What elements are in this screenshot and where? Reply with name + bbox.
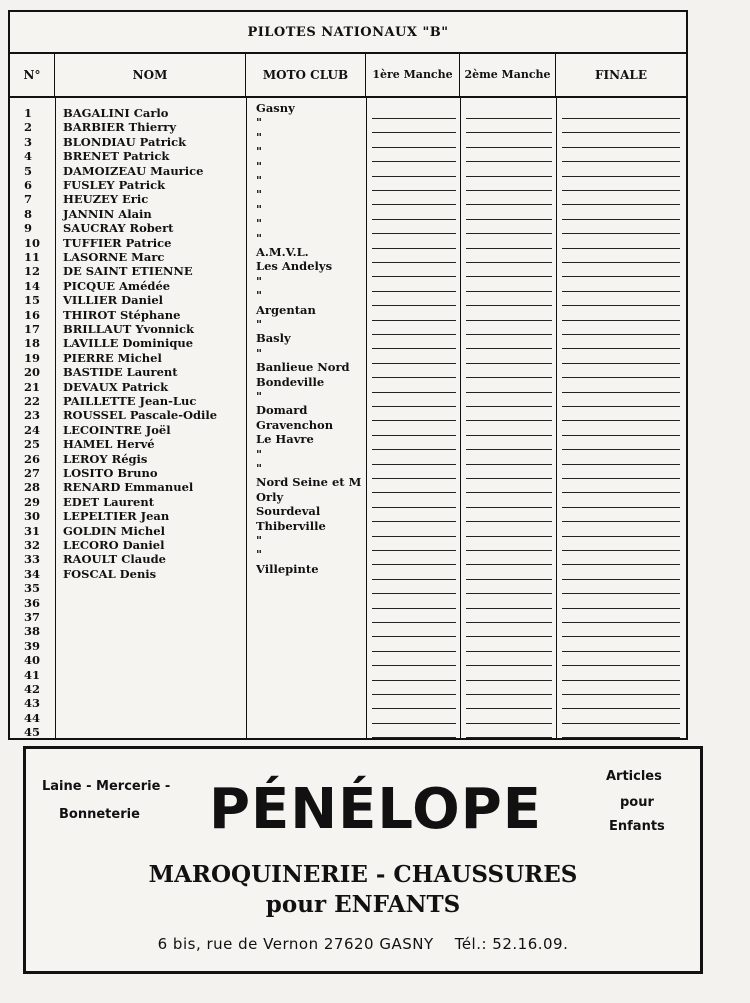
result-entry-line <box>562 363 680 364</box>
result-entry-line <box>466 233 552 234</box>
row-number: 5 <box>24 163 33 178</box>
row-number: 43 <box>24 696 41 711</box>
result-entry-line <box>466 334 552 335</box>
result-entry-line <box>372 132 456 133</box>
pilot-name: TUFFIER Patrice <box>63 235 172 250</box>
result-entry-line <box>372 348 456 349</box>
result-entry-line <box>466 521 552 522</box>
result-entry-line <box>372 708 456 709</box>
result-entry-line <box>466 435 552 436</box>
result-entry-line <box>466 377 552 378</box>
row-number: 12 <box>24 264 41 279</box>
result-entry-line <box>562 161 680 162</box>
result-entry-line <box>562 593 680 594</box>
moto-club: Argentan <box>256 302 316 317</box>
row-number: 14 <box>24 278 41 293</box>
result-entry-line <box>466 708 552 709</box>
row-number: 35 <box>24 581 41 596</box>
result-entry-line <box>466 622 552 623</box>
result-entry-line <box>562 694 680 695</box>
row-number: 22 <box>24 394 41 408</box>
result-entry-line <box>466 248 552 249</box>
row-number: 27 <box>24 466 41 480</box>
result-entry-line <box>372 118 456 119</box>
result-entry-line <box>562 248 680 249</box>
result-entry-line <box>562 478 680 479</box>
result-entry-line <box>562 636 680 637</box>
row-number: 23 <box>24 408 41 423</box>
result-entry-line <box>466 320 552 321</box>
result-entry-line <box>466 636 552 637</box>
result-entry-line <box>466 262 552 263</box>
result-entry-line <box>372 420 456 421</box>
row-number: 24 <box>24 422 41 437</box>
result-entry-line <box>562 665 680 666</box>
ad-left-line-1: Laine - Mercerie - <box>42 779 171 794</box>
row-number: 37 <box>24 610 41 624</box>
result-entry-line <box>562 723 680 724</box>
moto-club: Gasny <box>256 101 295 115</box>
result-entry-line <box>372 435 456 436</box>
pilot-name: BAGALINI Carlo <box>63 106 169 120</box>
result-entry-line <box>562 204 680 205</box>
result-entry-line <box>562 521 680 522</box>
result-entry-line <box>562 507 680 508</box>
row-number: 29 <box>24 494 41 509</box>
pilot-name: FOSCAL Denis <box>63 566 157 581</box>
result-entry-line <box>372 233 456 234</box>
table-title: PILOTES NATIONAUX "B" <box>10 12 686 54</box>
moto-club: Orly <box>256 489 284 504</box>
pilot-name: LECOINTRE Joël <box>63 422 171 437</box>
pilot-name: PAILLETTE Jean-Luc <box>63 394 197 408</box>
result-entry-line <box>466 406 552 407</box>
row-number: 33 <box>24 552 41 567</box>
result-entry-line <box>372 176 456 177</box>
result-entry-line <box>466 204 552 205</box>
result-entry-line <box>562 608 680 609</box>
header-manche-1: 1ère Manche <box>366 52 460 98</box>
result-entry-line <box>466 651 552 652</box>
result-entry-line <box>562 392 680 393</box>
result-entry-line <box>466 723 552 724</box>
result-entry-line <box>562 536 680 537</box>
result-entry-line <box>562 464 680 465</box>
ad-main-line-2: pour ENFANTS <box>265 891 461 918</box>
moto-club: " <box>256 129 262 144</box>
result-entry-line <box>562 550 680 551</box>
advertisement <box>23 746 703 974</box>
result-entry-line <box>466 420 552 421</box>
moto-club: " <box>256 201 262 216</box>
moto-club: " <box>256 230 262 245</box>
moto-club: Nord Seine et M <box>256 475 362 490</box>
result-entry-line <box>562 305 680 306</box>
pilot-name: BASTIDE Laurent <box>63 365 178 380</box>
result-entry-line <box>562 219 680 220</box>
result-entry-line <box>466 694 552 695</box>
moto-club: " <box>256 461 262 475</box>
result-entry-line <box>466 536 552 537</box>
moto-club: Bondeville <box>256 374 325 389</box>
result-entry-line <box>466 564 552 565</box>
pilot-name: LAVILLE Dominique <box>63 336 194 351</box>
pilot-name: LASORNE Marc <box>63 250 165 264</box>
result-entry-line <box>466 276 552 277</box>
header-name: NOM <box>55 52 246 98</box>
result-entry-line <box>466 737 552 738</box>
ad-right-line-1: Articles <box>606 769 662 784</box>
result-entry-line <box>372 636 456 637</box>
ad-right-line-2: pour <box>620 795 654 810</box>
ad-main-line-1: MAROQUINERIE - CHAUSSURES <box>148 861 578 888</box>
result-entry-line <box>372 248 456 249</box>
result-entry-line <box>372 521 456 522</box>
result-entry-line <box>372 464 456 465</box>
result-entry-line <box>372 651 456 652</box>
moto-club: Basly <box>256 331 291 346</box>
result-entry-line <box>372 291 456 292</box>
pilot-name: THIROT Stéphane <box>63 307 181 322</box>
result-entry-line <box>466 363 552 364</box>
result-entry-line <box>372 723 456 724</box>
result-entry-line <box>562 420 680 421</box>
row-number: 19 <box>24 350 41 365</box>
result-entry-line <box>466 291 552 292</box>
row-number: 42 <box>24 682 41 696</box>
result-entry-line <box>372 478 456 479</box>
row-number: 17 <box>24 322 41 336</box>
row-number: 38 <box>24 624 41 639</box>
moto-club: Gravenchon <box>256 417 334 432</box>
column-divider <box>556 98 557 738</box>
result-entry-line <box>466 593 552 594</box>
result-entry-line <box>466 176 552 177</box>
result-entry-line <box>466 118 552 119</box>
result-entry-line <box>466 608 552 609</box>
result-entry-line <box>466 219 552 220</box>
row-number: 4 <box>24 149 33 164</box>
header-club: MOTO CLUB <box>246 52 366 98</box>
header-manche-2: 2ème Manche <box>460 52 556 98</box>
result-entry-line <box>562 334 680 335</box>
moto-club: " <box>256 317 262 331</box>
moto-club: " <box>256 389 262 403</box>
result-entry-line <box>466 492 552 493</box>
result-entry-line <box>372 392 456 393</box>
result-entry-line <box>562 435 680 436</box>
result-entry-line <box>466 478 552 479</box>
result-entry-line <box>466 392 552 393</box>
result-entry-line <box>562 132 680 133</box>
result-entry-line <box>562 449 680 450</box>
row-number: 36 <box>24 595 41 610</box>
result-entry-line <box>562 651 680 652</box>
pilot-name: LEROY Régis <box>63 451 148 466</box>
moto-club: " <box>256 115 262 130</box>
result-entry-line <box>372 680 456 681</box>
result-entry-line <box>372 262 456 263</box>
moto-club: " <box>256 345 262 360</box>
pilot-name: BLONDIAU Patrick <box>63 134 187 149</box>
result-entry-line <box>562 262 680 263</box>
row-number: 18 <box>24 336 41 351</box>
moto-club: " <box>256 216 262 231</box>
row-number: 30 <box>24 509 41 524</box>
column-divider <box>55 98 56 738</box>
result-entry-line <box>562 291 680 292</box>
pilot-name: RENARD Emmanuel <box>63 480 194 495</box>
column-divider <box>246 98 247 738</box>
row-number: 10 <box>24 235 41 250</box>
ad-right-line-3: Enfants <box>609 819 665 834</box>
result-entry-line <box>466 147 552 148</box>
result-entry-line <box>562 406 680 407</box>
moto-club: " <box>256 187 262 202</box>
result-entry-line <box>372 276 456 277</box>
row-number: 25 <box>24 437 41 452</box>
result-entry-line <box>372 147 456 148</box>
moto-club: " <box>256 547 262 562</box>
result-entry-line <box>466 464 552 465</box>
row-number: 8 <box>24 206 33 221</box>
results-sheet <box>8 10 688 740</box>
pilot-name: LECORO Daniel <box>63 538 165 552</box>
pilot-name: BRENET Patrick <box>63 149 170 164</box>
ad-left-line-2: Bonneterie <box>59 807 140 822</box>
moto-club: " <box>256 173 262 187</box>
pilot-name: HAMEL Hervé <box>63 437 155 452</box>
row-number: 39 <box>24 638 41 653</box>
result-entry-line <box>466 449 552 450</box>
pilot-name: GOLDIN Michel <box>63 523 165 538</box>
result-entry-line <box>372 694 456 695</box>
pilot-name: ROUSSEL Pascale-Odile <box>63 408 218 423</box>
result-entry-line <box>372 320 456 321</box>
result-entry-line <box>372 377 456 378</box>
moto-club: A.M.V.L. <box>256 245 309 259</box>
pilot-name: EDET Laurent <box>63 494 155 509</box>
result-entry-line <box>562 176 680 177</box>
result-entry-line <box>372 507 456 508</box>
result-entry-line <box>562 622 680 623</box>
header-finale: FINALE <box>556 52 686 98</box>
moto-club: Le Havre <box>256 432 314 447</box>
result-entry-line <box>466 132 552 133</box>
result-entry-line <box>372 334 456 335</box>
result-entry-line <box>562 708 680 709</box>
result-entry-line <box>562 579 680 580</box>
result-entry-line <box>466 348 552 349</box>
row-number: 1 <box>24 106 33 120</box>
row-number: 21 <box>24 379 41 394</box>
row-number: 3 <box>24 134 33 149</box>
moto-club: " <box>256 446 262 461</box>
result-entry-line <box>466 507 552 508</box>
row-number: 16 <box>24 307 41 322</box>
pilot-name: DE SAINT ETIENNE <box>63 264 193 279</box>
row-number: 9 <box>24 221 33 236</box>
row-number: 7 <box>24 192 33 207</box>
row-number: 40 <box>24 653 41 668</box>
result-entry-line <box>372 564 456 565</box>
result-entry-line <box>562 377 680 378</box>
result-entry-line <box>372 363 456 364</box>
result-entry-line <box>372 579 456 580</box>
result-entry-line <box>562 147 680 148</box>
result-entry-line <box>372 190 456 191</box>
row-number: 26 <box>24 451 41 466</box>
ad-address: 6 bis, rue de Vernon 27620 GASNY Tél.: 52.16.09. <box>157 935 569 953</box>
moto-club: Sourdeval <box>256 504 321 519</box>
pilot-name: VILLIER Daniel <box>63 293 164 308</box>
result-entry-line <box>372 593 456 594</box>
row-number: 32 <box>24 538 41 552</box>
pilot-name: HEUZEY Eric <box>63 192 149 207</box>
result-entry-line <box>372 161 456 162</box>
ad-brand: PÉNÉLOPE <box>209 777 543 842</box>
result-entry-line <box>372 305 456 306</box>
row-number: 44 <box>24 710 41 725</box>
result-entry-line <box>372 665 456 666</box>
moto-club: " <box>256 144 262 159</box>
row-number: 6 <box>24 178 33 192</box>
result-entry-line <box>466 161 552 162</box>
result-entry-line <box>466 665 552 666</box>
result-entry-line <box>372 219 456 220</box>
result-entry-line <box>466 680 552 681</box>
pilot-name: SAUCRAY Robert <box>63 221 174 236</box>
result-entry-line <box>372 550 456 551</box>
result-entry-line <box>562 737 680 738</box>
result-entry-line <box>466 579 552 580</box>
result-entry-line <box>562 276 680 277</box>
moto-club: Domard <box>256 403 308 418</box>
column-divider <box>366 98 367 738</box>
row-number: 20 <box>24 365 41 380</box>
column-divider <box>460 98 461 738</box>
result-entry-line <box>372 406 456 407</box>
result-entry-line <box>562 190 680 191</box>
moto-club: Thiberville <box>256 518 326 533</box>
result-entry-line <box>562 233 680 234</box>
pilot-name: PICQUE Amédée <box>63 278 171 293</box>
result-entry-line <box>562 348 680 349</box>
pilot-name: BRILLAUT Yvonnick <box>63 322 194 336</box>
result-entry-line <box>562 320 680 321</box>
pilot-name: FUSLEY Patrick <box>63 178 166 192</box>
result-entry-line <box>562 118 680 119</box>
result-entry-line <box>372 204 456 205</box>
result-entry-line <box>372 492 456 493</box>
moto-club: " <box>256 158 262 173</box>
result-entry-line <box>466 305 552 306</box>
moto-club: Banlieue Nord <box>256 360 350 375</box>
row-number: 2 <box>24 120 33 135</box>
moto-club: Les Andelys <box>256 259 333 274</box>
moto-club: " <box>256 533 262 547</box>
pilot-name: JANNIN Alain <box>63 206 152 221</box>
row-number: 34 <box>24 566 41 581</box>
result-entry-line <box>466 550 552 551</box>
pilot-name: LEPELTIER Jean <box>63 509 170 524</box>
moto-club: " <box>256 273 262 288</box>
moto-club: " <box>256 288 262 303</box>
result-entry-line <box>562 680 680 681</box>
row-number: 41 <box>24 667 41 682</box>
result-entry-line <box>562 492 680 493</box>
pilot-name: DEVAUX Patrick <box>63 379 169 394</box>
pilot-name: PIERRE Michel <box>63 350 162 365</box>
pilot-name: DAMOIZEAU Maurice <box>63 163 204 178</box>
moto-club: Villepinte <box>256 561 319 576</box>
row-number: 31 <box>24 523 41 538</box>
row-number: 15 <box>24 293 41 308</box>
header-number: N° <box>10 52 55 98</box>
result-entry-line <box>372 536 456 537</box>
pilot-name: BARBIER Thierry <box>63 120 177 135</box>
result-entry-line <box>372 608 456 609</box>
pilot-name: LOSITO Bruno <box>63 466 158 480</box>
result-entry-line <box>466 190 552 191</box>
result-entry-line <box>562 564 680 565</box>
result-entry-line <box>372 449 456 450</box>
result-entry-line <box>372 737 456 738</box>
row-number: 45 <box>24 725 41 740</box>
result-entry-line <box>372 622 456 623</box>
row-number: 28 <box>24 480 41 495</box>
row-number: 11 <box>24 250 41 264</box>
pilot-name: RAOULT Claude <box>63 552 166 567</box>
